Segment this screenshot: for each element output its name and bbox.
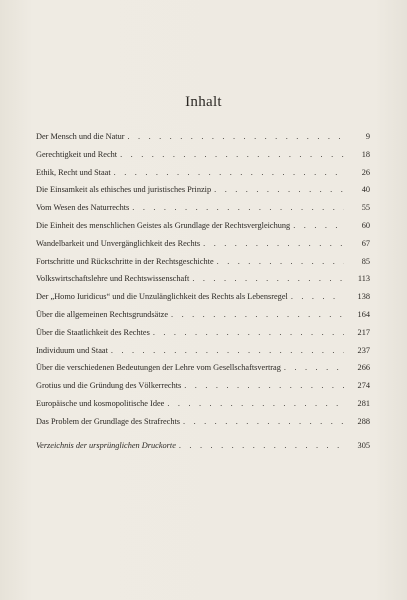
- toc-entry-page: 288: [357, 416, 370, 426]
- toc-entry-page: 138: [357, 292, 370, 302]
- leader-dots: [214, 253, 344, 271]
- toc-entry: [36, 199, 370, 217]
- toc-entry: [36, 253, 370, 271]
- toc-appendix-entry: [36, 437, 370, 455]
- leader-dots: [189, 270, 344, 288]
- toc-entry-title: Wandelbarkeit und Unvergänglichkeit des Rechts: [36, 238, 201, 248]
- toc-entry: [36, 164, 370, 182]
- toc-entry: [36, 359, 370, 377]
- toc-entry-page: 18: [361, 149, 370, 159]
- leader-dots: [176, 437, 344, 455]
- leader-dots: [281, 359, 344, 377]
- toc-entry-title: Über die allgemeinen Rechtsgrundsätze: [36, 309, 169, 319]
- toc-appendix-page: 305: [357, 440, 370, 450]
- toc-entry-title: Über die verschiedenen Bedeutungen der Lehre vom Gesellschaftsvertrag: [36, 363, 281, 373]
- toc-entry-title: Die Einsamkeit als ethisches und juristisches Prinzip: [36, 185, 212, 195]
- toc-entry-title: Die Einheit des menschlichen Geistes als Grundlage der Rechtsvergleichung: [36, 220, 291, 230]
- toc-entry-title: Vom Wesen des Naturrechts: [36, 203, 130, 213]
- toc-entry: [36, 146, 370, 164]
- toc-entry-page: 164: [357, 309, 370, 319]
- leader-dots: [150, 324, 344, 342]
- leader-dots: [288, 288, 344, 306]
- toc-entry: [36, 270, 370, 288]
- leader-dots: [180, 413, 344, 431]
- leader-dots: [117, 146, 344, 164]
- toc-entry: [36, 342, 370, 360]
- toc-entry-page: 237: [357, 345, 370, 355]
- leader-dots: [124, 128, 344, 146]
- toc-entry-title: Der „Homo Iuridicus“ und die Unzulänglichkeit des Rechts als Lebensregel: [36, 292, 288, 302]
- toc-entry-page: 274: [357, 381, 370, 391]
- leader-dots: [168, 306, 344, 324]
- toc-entry-page: 217: [357, 327, 370, 337]
- leader-dots: [164, 395, 344, 413]
- leader-dots: [108, 342, 344, 360]
- toc-entry-page: 281: [357, 398, 370, 408]
- toc-entry: [36, 128, 370, 146]
- toc-entry: [36, 306, 370, 324]
- toc-entry-page: 60: [361, 220, 370, 230]
- toc-entry-page: 40: [361, 185, 370, 195]
- toc-entry: [36, 288, 370, 306]
- leader-dots: [129, 199, 344, 217]
- toc-entry-page: 9: [365, 132, 370, 141]
- leader-dots: [211, 181, 344, 199]
- toc-entry: [36, 235, 370, 253]
- toc-entry-title: Gerechtigkeit und Recht: [36, 149, 118, 159]
- toc-entry: [36, 395, 370, 413]
- toc-entry-title: Über die Staatlichkeit des Rechtes: [36, 327, 150, 337]
- leader-dots: [290, 217, 344, 235]
- toc-entry-title: Fortschritte und Rückschritte in der Rechtsgeschichte: [36, 256, 214, 266]
- toc-entry-page: 85: [361, 256, 370, 266]
- toc-entry: [36, 217, 370, 235]
- toc-entry-title: Das Problem der Grundlage des Strafrechts: [36, 416, 181, 426]
- leader-dots: [181, 377, 344, 395]
- toc-entry-title: Grotius und die Gründung des Völkerrechts: [36, 381, 182, 391]
- page-title: Inhalt: [185, 94, 222, 110]
- toc-entry-title: Ethik, Recht und Staat: [36, 167, 111, 177]
- table-of-contents: [36, 128, 370, 454]
- toc-entry-title: Individuum und Staat: [36, 345, 108, 355]
- toc-entry-title: Der Mensch und die Natur: [36, 132, 125, 141]
- toc-entry-page: 55: [361, 203, 370, 213]
- toc-entry-page: 26: [361, 167, 370, 177]
- toc-entry: [36, 181, 370, 199]
- toc-entry-page: 266: [357, 363, 370, 373]
- toc-entry: [36, 324, 370, 342]
- toc-entry-page: 113: [357, 274, 370, 284]
- leader-dots: [111, 164, 344, 182]
- toc-appendix-title: Verzeichnis der ursprünglichen Druckorte: [36, 440, 176, 450]
- toc-entry-title: Volkswirtschaftslehre und Rechtswissenschaft: [36, 274, 190, 284]
- toc-entry-page: 67: [361, 238, 370, 248]
- leader-dots: [200, 235, 344, 253]
- toc-entry-title: Europäische und kosmopolitische Idee: [36, 398, 165, 408]
- toc-entry: [36, 413, 370, 431]
- toc-entry: [36, 377, 370, 395]
